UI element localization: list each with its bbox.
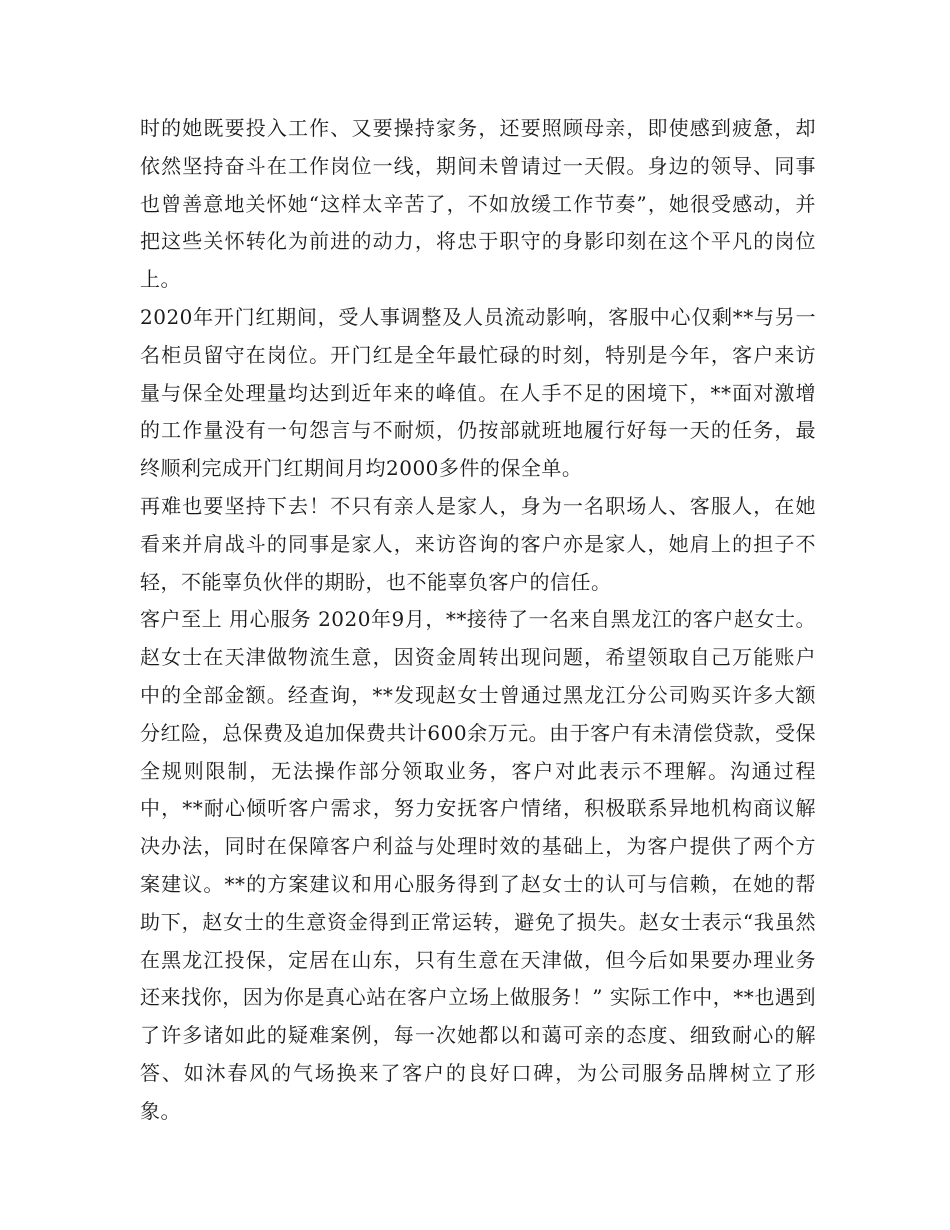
paragraph-2: 2020年开门红期间，受人事调整及人员流动影响，客服中心仅剩**与另一名柜员留守在岗位。开门红是全年最忙碌的时刻，特别是今年，客户来访量与保全处理量均达到近年来的峰值。在人手不足的困境下，**面对激增的工作量没有一句怨言与不耐烦，仍按部就班地履行好每一天的任务，最终顺利完成开门红期间月均2000多件的保全单。 (140, 304, 816, 481)
document-body (140, 110, 816, 1131)
paragraph-3: 再难也要坚持下去！不只有亲人是家人，身为一名职场人、客服人，在她看来并肩战斗的同事是家人，来访咨询的客户亦是家人，她肩上的担子不轻，不能辜负伙伴的期盼，也不能辜负客户的信任。 (140, 493, 816, 594)
paragraph-1: 时的她既要投入工作、又要操持家务，还要照顾母亲，即使感到疲惫，却依然坚持奋斗在工作岗位一线，期间未曾请过一天假。身边的领导、同事也曾善意地关怀她“这样太辛苦了，不如放缓工作节奏”，她很受感动，并把这些关怀转化为前进的动力，将忠于职守的身影印刻在这个平凡的岗位上。 (140, 116, 816, 292)
paragraph-4: 客户至上 用心服务 2020年9月，**接待了一名来自黑龙江的客户赵女士。赵女士在天津做物流生意，因资金周转出现问题，希望领取自己万能账户中的全部金额。经查询，**发现赵女士曾通过黑龙江分公司购买许多大额分红险，总保费及追加保费共计600余万元。由于客户有未清偿贷款，受保全规则限制，无法操作部分领取业务，客户对此表示不理解。沟通过程中，**耐心倾听客户需求，努力安抚客户情绪，积极联系异地机构商议解决办法，同时在保障客户利益与处理时效的基础上，为客户提供了两个方案建议。**的方案建议和用心服务得到了赵女士的认可与信赖，在她的帮助下，赵女士的生意资金得到正常运转，避免了损失。赵女士表示“我虽然在黑龙江投保，定居在山东，只有生意在天津做，但今后如果要办理业务还来找你，因为你是真心站在客户立场上做服务！” 实际工作中，**也遇到了许多诸如此的疑难案例，每一次她都以和蔼可亲的态度、细致耐心的解答、如沐春风的气场换来了客户的良好口碑，为公司服务品牌树立了形象。 (140, 607, 816, 1123)
